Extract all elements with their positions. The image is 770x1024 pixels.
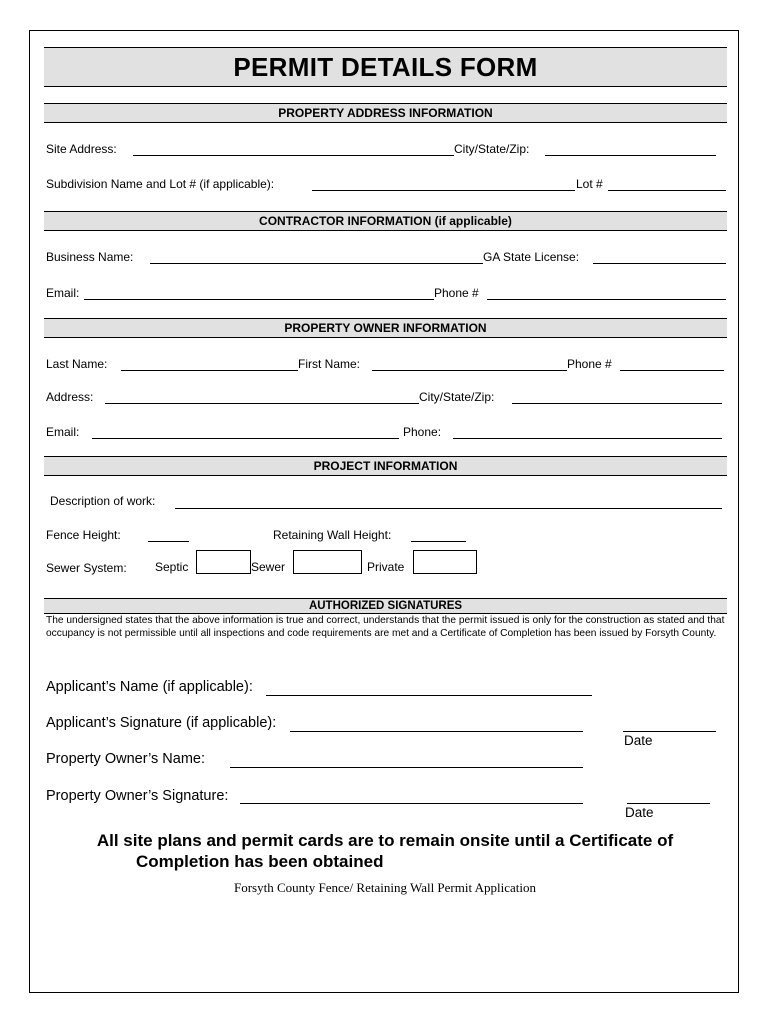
applicant-signature-field[interactable]	[290, 731, 583, 732]
private-checkbox[interactable]	[413, 550, 477, 574]
subdivision-label: Subdivision Name and Lot # (if applicable):	[46, 177, 275, 191]
section-signatures: AUTHORIZED SIGNATURES	[44, 598, 727, 614]
first-name-field[interactable]	[372, 370, 567, 371]
ga-license-label: GA State License:	[483, 250, 580, 264]
private-label: Private	[367, 560, 405, 574]
contractor-phone-field[interactable]	[487, 299, 726, 300]
owner-name-field[interactable]	[230, 767, 583, 768]
sewer-checkbox[interactable]	[293, 550, 362, 574]
owner-city-state-zip-field[interactable]	[512, 403, 722, 404]
description-field[interactable]	[175, 508, 722, 509]
applicant-date-label: Date	[624, 733, 653, 748]
septic-checkbox[interactable]	[196, 550, 251, 574]
section-contractor: CONTRACTOR INFORMATION (if applicable)	[44, 211, 727, 231]
first-name-label: First Name:	[298, 357, 361, 371]
subdivision-field[interactable]	[312, 190, 575, 191]
notice-line-2: Completion has been obtained	[136, 852, 384, 871]
owner-phone2-label: Phone:	[403, 425, 442, 439]
section-owner: PROPERTY OWNER INFORMATION	[44, 318, 727, 338]
owner-address-label: Address:	[46, 390, 94, 404]
owner-email-field[interactable]	[92, 438, 399, 439]
form-title: PERMIT DETAILS FORM	[44, 47, 727, 87]
owner-signature-field[interactable]	[240, 803, 583, 804]
owner-date-field[interactable]	[627, 803, 710, 804]
applicant-date-field[interactable]	[623, 731, 716, 732]
city-state-zip-field[interactable]	[545, 155, 716, 156]
ga-license-field[interactable]	[593, 263, 726, 264]
last-name-field[interactable]	[121, 370, 298, 371]
section-project: PROJECT INFORMATION	[44, 456, 727, 476]
city-state-zip-label: City/State/Zip:	[454, 142, 530, 156]
wall-height-field[interactable]	[411, 541, 466, 542]
owner-phone-label: Phone #	[567, 357, 612, 371]
owner-address-field[interactable]	[105, 403, 419, 404]
site-address-label: Site Address:	[46, 142, 117, 156]
septic-label: Septic	[155, 560, 189, 574]
sewer-system-label: Sewer System:	[46, 561, 127, 575]
last-name-label: Last Name:	[46, 357, 108, 371]
owner-phone-field[interactable]	[620, 370, 724, 371]
owner-date-label: Date	[625, 805, 654, 820]
form-footer: Forsyth County Fence/ Retaining Wall Permit Application	[233, 880, 537, 895]
disclaimer-text: The undersigned states that the above information is true and correct, understands that the permit issued is only for the construction as stated and that occupancy is not permissible until all inspections and code requirements are met and a Certificate of Completion has been issued by Forsyth County.	[46, 615, 725, 639]
section-property-address: PROPERTY ADDRESS INFORMATION	[44, 103, 727, 123]
site-address-field[interactable]	[133, 155, 454, 156]
fence-height-label: Fence Height:	[46, 528, 121, 542]
owner-city-state-zip-label: City/State/Zip:	[419, 390, 495, 404]
owner-signature-label: Property Owner’s Signature:	[46, 788, 229, 804]
contractor-email-label: Email:	[46, 286, 80, 300]
lot-label: Lot #	[576, 177, 603, 191]
owner-phone2-field[interactable]	[453, 438, 722, 439]
contractor-phone-label: Phone #	[434, 286, 479, 300]
notice-line-1: All site plans and permit cards are to remain onsite until a Certificate of	[96, 831, 674, 850]
applicant-name-field[interactable]	[266, 695, 592, 696]
applicant-name-label: Applicant’s Name (if applicable):	[46, 679, 253, 695]
permit-form-page	[29, 30, 739, 993]
wall-height-label: Retaining Wall Height:	[273, 528, 392, 542]
business-name-label: Business Name:	[46, 250, 134, 264]
contractor-email-field[interactable]	[84, 299, 434, 300]
fence-height-field[interactable]	[148, 541, 189, 542]
owner-email-label: Email:	[46, 425, 80, 439]
business-name-field[interactable]	[150, 263, 483, 264]
description-label: Description of work:	[50, 494, 156, 508]
sewer-label: Sewer	[251, 560, 286, 574]
applicant-signature-label: Applicant’s Signature (if applicable):	[46, 715, 277, 731]
lot-field[interactable]	[608, 190, 726, 191]
owner-name-label: Property Owner’s Name:	[46, 751, 206, 767]
